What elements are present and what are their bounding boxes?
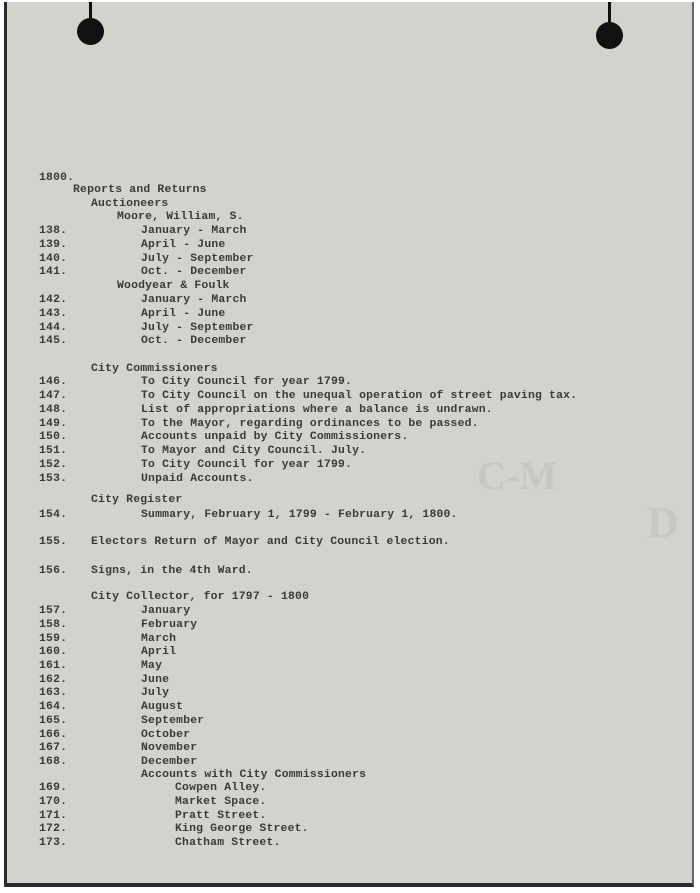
- entry-number: 141.: [39, 266, 68, 278]
- entry-number: 157.: [39, 605, 68, 617]
- entry-number: 167.: [39, 742, 68, 754]
- entry-number: 168.: [39, 756, 68, 768]
- entry-text: To the Mayor, regarding ordinances to be passed.: [141, 418, 479, 430]
- group-title: City Register: [91, 494, 183, 506]
- entry-text: August: [141, 701, 184, 713]
- entry-number: 138.: [39, 225, 68, 237]
- entry-text: Chatham Street.: [175, 837, 281, 849]
- entry-number: 149.: [39, 418, 68, 430]
- year-label: 1800.: [39, 172, 75, 184]
- entry-number: 162.: [39, 674, 68, 686]
- group-title: Auctioneers: [91, 198, 169, 210]
- entry-number: 142.: [39, 294, 68, 306]
- entry-text: May: [141, 660, 163, 672]
- entry-text: April - June: [141, 239, 226, 251]
- entry-number: 146.: [39, 376, 68, 388]
- entry-text: Electors Return of Mayor and City Council election.: [91, 536, 450, 548]
- entry-number: 147.: [39, 390, 68, 402]
- entry-number: 144.: [39, 322, 68, 334]
- entry-text: Cowpen Alley.: [175, 782, 267, 794]
- entry-number: 165.: [39, 715, 68, 727]
- entry-number: 170.: [39, 796, 68, 808]
- entry-number: 160.: [39, 646, 68, 658]
- entry-number: 166.: [39, 729, 68, 741]
- entry-text: April: [141, 646, 177, 658]
- entry-number: 150.: [39, 431, 68, 443]
- entry-text: King George Street.: [175, 823, 309, 835]
- entry-text: Unpaid Accounts.: [141, 473, 254, 485]
- entry-number: 173.: [39, 837, 68, 849]
- entry-number: 152.: [39, 459, 68, 471]
- entry-number: 155.: [39, 536, 68, 548]
- entry-text: Oct. - December: [141, 266, 247, 278]
- entry-text: April - June: [141, 308, 226, 320]
- entry-text: September: [141, 715, 205, 727]
- binder-hole-right: [596, 22, 623, 49]
- entry-text: To City Council for year 1799.: [141, 459, 353, 471]
- entry-number: 172.: [39, 823, 68, 835]
- entry-text: January - March: [141, 225, 247, 237]
- entry-text: To City Council for year 1799.: [141, 376, 353, 388]
- document-page: [4, 2, 694, 887]
- section-title: Reports and Returns: [73, 184, 207, 196]
- entry-text: December: [141, 756, 198, 768]
- entry-number: 164.: [39, 701, 68, 713]
- entry-text: March: [141, 633, 177, 645]
- entry-number: 153.: [39, 473, 68, 485]
- entry-number: 169.: [39, 782, 68, 794]
- entry-text: Signs, in the 4th Ward.: [91, 565, 253, 577]
- entry-text: June: [141, 674, 170, 686]
- group-title: Moore, William, S.: [117, 211, 244, 223]
- entry-number: 145.: [39, 335, 68, 347]
- entry-text: February: [141, 619, 198, 631]
- entry-text: List of appropriations where a balance is undrawn.: [141, 404, 493, 416]
- entry-number: 140.: [39, 253, 68, 265]
- entry-text: July - September: [141, 253, 254, 265]
- entry-text: To Mayor and City Council. July.: [141, 445, 367, 457]
- group-title: City Commissioners: [91, 363, 218, 375]
- group-title: City Collector, for 1797 - 1800: [91, 591, 310, 603]
- bleed-through-text: D: [647, 498, 679, 547]
- entry-text: January: [141, 605, 191, 617]
- entry-number: 151.: [39, 445, 68, 457]
- group-title: Woodyear & Foulk: [117, 280, 230, 292]
- entry-text: July - September: [141, 322, 254, 334]
- entry-text: January - March: [141, 294, 247, 306]
- entry-text: Summary, February 1, 1799 - February 1, 1800.: [141, 509, 458, 521]
- entry-text: October: [141, 729, 191, 741]
- entry-text: Accounts unpaid by City Commissioners.: [141, 431, 409, 443]
- entry-number: 154.: [39, 509, 68, 521]
- entry-number: 161.: [39, 660, 68, 672]
- binder-mark-right: [608, 2, 611, 22]
- entry-number: 163.: [39, 687, 68, 699]
- entry-text: November: [141, 742, 198, 754]
- entry-number: 159.: [39, 633, 68, 645]
- entry-number: 171.: [39, 810, 68, 822]
- entry-number: 148.: [39, 404, 68, 416]
- entry-text: Market Space.: [175, 796, 267, 808]
- group-title: Accounts with City Commissioners: [141, 769, 367, 781]
- bleed-through-text: C-M: [477, 453, 557, 498]
- entry-text: Oct. - December: [141, 335, 247, 347]
- entry-number: 158.: [39, 619, 68, 631]
- entry-text: July: [141, 687, 170, 699]
- entry-text: Pratt Street.: [175, 810, 267, 822]
- binder-hole-left: [77, 18, 104, 45]
- entry-number: 139.: [39, 239, 68, 251]
- entry-text: To City Council on the unequal operation of street paving tax.: [141, 390, 578, 402]
- entry-number: 156.: [39, 565, 68, 577]
- entry-number: 143.: [39, 308, 68, 320]
